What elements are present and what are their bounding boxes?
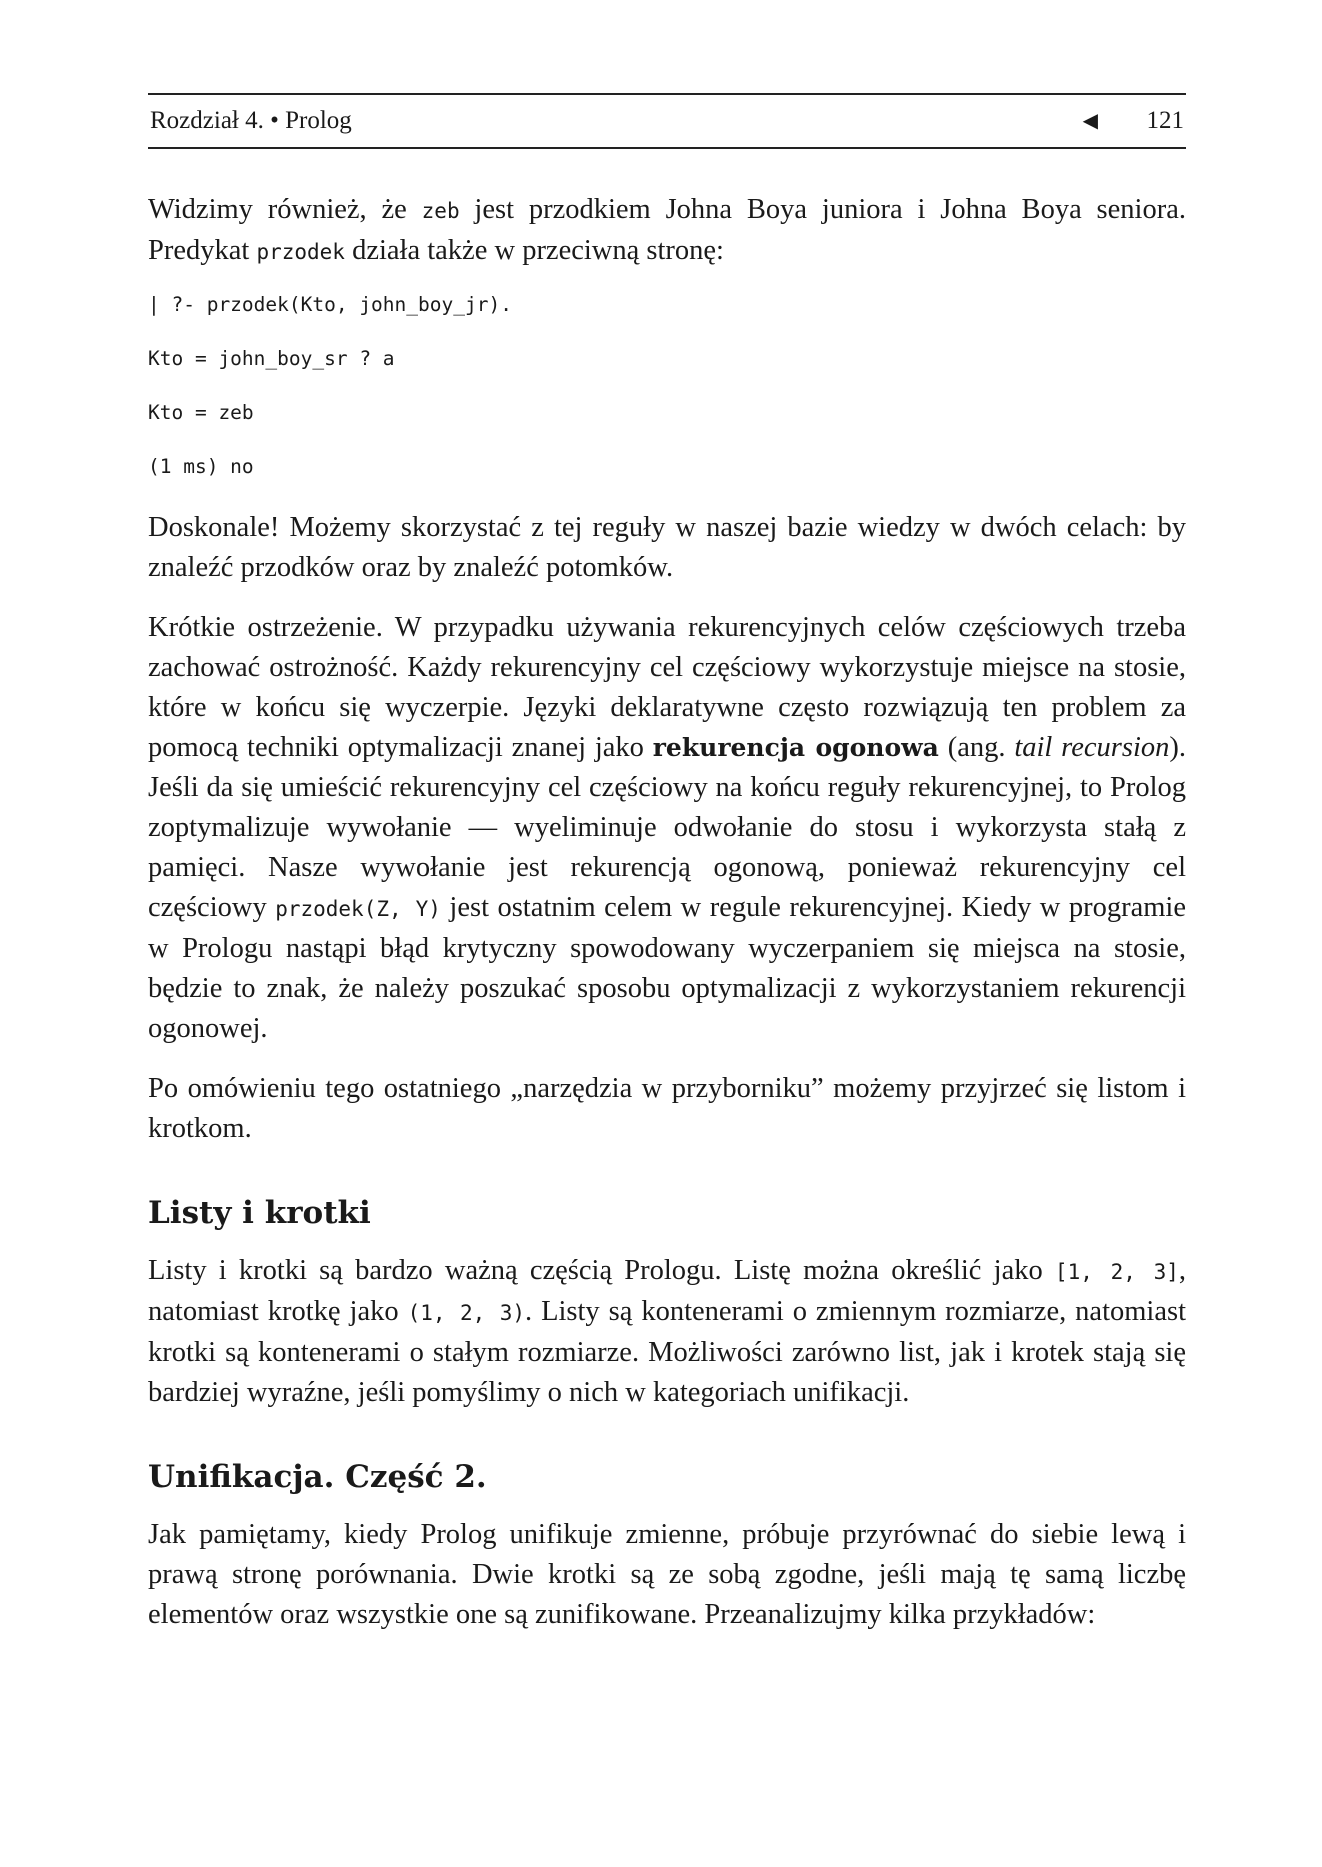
inline-code: zeb [421,199,460,223]
text: działa także w przeciwną stronę: [344,235,724,266]
text: jest ostatnim celem w regule rekurencyjnej. Kiedy w programie w Prologu nastąpi błąd krytyczny spowodowany wyczerpaniem się miejsca na stosie, będzie to znak, że należy poszukać sposobu optymalizacji z wykorzystaniem rekurencji ogonowej. [148,892,1186,1044]
code-block [148,292,1186,494]
book-page [148,0,1186,1867]
text: ). Jeśli da się umieścić rekurencyjny cel częściowy na końcu reguły rekurencyjnej, to Prolog zoptymalizuje wywołanie — wyeliminuje odwołanie do stosu i wykorzysta stałą z pamięci. Nasze wywołanie jest rekurencją ogonową, ponieważ rekurencyjny cel częściowy [148,732,1186,923]
bold-term: rekurencja ogonowa [652,733,939,762]
code-line: (1 ms) no [148,455,254,478]
paragraph-ancestors [148,190,1186,272]
text: Listy i krotki są bardzo ważną częścią Prologu. Listę można określić jako [148,1255,1055,1286]
running-header [148,93,1186,149]
page-marker-icon: ◀ [1082,110,1098,132]
inline-code: (1, 2, 3) [407,1301,526,1325]
text: Widzimy również, że [148,194,422,225]
text: Krótkie ostrzeżenie. W przypadku używania rekurencyjnych celów częściowych trzeba zachować ostrożność. Każdy rekurencyjny cel częściowy wykorzystuje miejsce na stosie, które w końcu się wyczerpie. Języki deklaratywne często rozwiązują ten problem za pomocą techniki optymalizacji znanej jako [148,612,1186,763]
inline-code: przodek(Z, Y) [275,897,441,921]
page-content [148,190,1186,1655]
text: (ang. [938,732,1015,763]
chapter-title: Rozdział 4. • Prolog [150,107,352,134]
paragraph-toolbox: Po omówieniu tego ostatniego „narzędzia w przyborniku” możemy przyjrzeć się listom i krotkom. [148,1073,1186,1144]
section-heading-lists: Listy i krotki [148,1195,371,1231]
italic-term: tail recursion [1014,732,1170,763]
text: jest przodkiem Johna Boya juniora i Johna Boya seniora. Predykat [148,194,1186,266]
text: . Listy są kontenerami o zmiennym rozmiarze, natomiast krotki są kontenerami o stałym rozmiarze. Możliwości zarówno list, jak i krotek stają się bardziej wyraźne, jeśli pomyślimy o nich w kategoriach unifikacji. [148,1296,1186,1408]
inline-code: [1, 2, 3] [1054,1260,1179,1284]
code-line: Kto = zeb [148,401,254,424]
inline-code: przodek [256,240,345,264]
paragraph-excellent: Doskonale! Możemy skorzystać z tej reguły w naszej bazie wiedzy w dwóch celach: by znaleźć przodków oraz by znaleźć potomków. [148,512,1186,583]
paragraph-lists [148,1251,1186,1413]
text: , natomiast krotkę jako [148,1255,1186,1327]
paragraph-warning [148,608,1186,1049]
page-number: 121 [1146,107,1184,134]
code-line: | ?- przodek(Kto, john_boy_jr). [148,293,512,316]
section-heading-unification: Unifikacja. Część 2. [148,1459,487,1495]
code-line: Kto = john_boy_sr ? a [148,347,395,370]
paragraph-unification: Jak pamiętamy, kiedy Prolog unifikuje zmienne, próbuje przyrównać do siebie lewą i prawą stronę porównania. Dwie krotki są ze sobą zgodne, jeśli mają tę samą liczbę elementów oraz wszystkie one są zunifikowane. Przeanalizujmy kilka przykładów: [148,1519,1186,1630]
